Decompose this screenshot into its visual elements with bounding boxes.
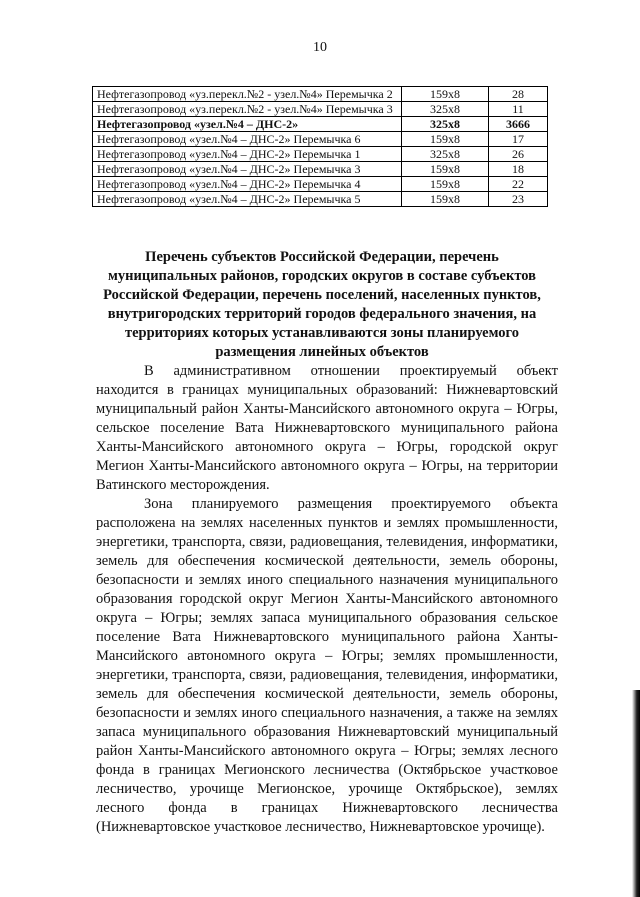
pipeline-name-cell: Нефтегазопровод «уз.перекл.№2 - узел.№4» Перемычка 3	[93, 102, 402, 117]
length-cell: 22	[489, 177, 548, 192]
length-cell: 3666	[489, 117, 548, 132]
page-number: 10	[313, 40, 327, 55]
diameter-cell: 325x8	[402, 102, 489, 117]
table-row	[93, 177, 548, 192]
length-cell: 26	[489, 147, 548, 162]
diameter-cell: 159x8	[402, 132, 489, 147]
table-row	[93, 117, 548, 132]
paragraph: Зона планируемого размещения проектируемого объекта расположена на землях населенных пунктов и землях промышленности, энергетики, транспорта, связи, радиовещания, телевидения, информатики, земель для обеспечения космической деятельности, земель обороны, безопасности и землях иного специального назначения муниципального образования городской округ Мегион Ханты-Мансийского автономного округа – Югры; землях запаса муниципального образования сельское поселение Вата Нижневартовского муниципального района Ханты-Мансийского автономного округа – Югры; землях промышленности, энергетики, транспорта, связи, радиовещания, телевидения, информатики, земель для обеспечения космической деятельности, земель обороны, безопасности и землях иного специального назначения, а также на землях запаса муниципального образования Нижневартовский муниципальный район Ханты-Мансийского автономного округа – Югры; землях лесного фонда в границах Мегионского лесничества (Октябрьское участковое лесничество, урочище Мегионское, урочище Октябрьское), землях лесного фонда в границах Нижневартовского лесничества (Нижневартовское участковое лесничество, Нижневартовское урочище).	[96, 496, 558, 835]
scan-edge-shadow	[632, 690, 640, 897]
length-cell: 18	[489, 162, 548, 177]
pipeline-name-cell: Нефтегазопровод «узел.№4 – ДНС-2»	[93, 117, 402, 132]
pipeline-name-cell: Нефтегазопровод «узел.№4 – ДНС-2» Перемычка 4	[93, 177, 402, 192]
diameter-cell: 325x8	[402, 117, 489, 132]
body-text	[96, 362, 558, 837]
length-cell: 17	[489, 132, 548, 147]
paragraph: В административном отношении проектируемый объект находится в границах муниципальных образований: Нижневартовский муниципальный район Ханты-Мансийского автономного округа – Югры, сельское поселение Вата Нижневартовского муниципального района Ханты-Мансийского автономного округа – Югры, городской округ Мегион Ханты-Мансийского автономного округа – Югры, на территории Ватинского месторождения.	[96, 363, 558, 493]
pipeline-name-cell: Нефтегазопровод «узел.№4 – ДНС-2» Перемычка 5	[93, 192, 402, 207]
table-row	[93, 132, 548, 147]
pipeline-name-cell: Нефтегазопровод «узел.№4 – ДНС-2» Перемычка 1	[93, 147, 402, 162]
pipeline-name-cell: Нефтегазопровод «узел.№4 – ДНС-2» Перемычка 6	[93, 132, 402, 147]
diameter-cell: 159x8	[402, 177, 489, 192]
diameter-cell: 159x8	[402, 192, 489, 207]
table-row	[93, 102, 548, 117]
pipeline-name-cell: Нефтегазопровод «уз.перекл.№2 - узел.№4» Перемычка 2	[93, 87, 402, 102]
table-row	[93, 162, 548, 177]
length-cell: 28	[489, 87, 548, 102]
table-row	[93, 147, 548, 162]
diameter-cell: 159x8	[402, 162, 489, 177]
diameter-cell: 325x8	[402, 147, 489, 162]
pipeline-table	[92, 86, 548, 207]
table-row	[93, 87, 548, 102]
length-cell: 23	[489, 192, 548, 207]
pipeline-name-cell: Нефтегазопровод «узел.№4 – ДНС-2» Перемычка 3	[93, 162, 402, 177]
length-cell: 11	[489, 102, 548, 117]
section-heading: Перечень субъектов Российской Федерации, перечень муниципальных районов, городских округов в составе субъектов Российской Федерации, перечень поселений, населенных пунктов, внутригородских территорий городов федерального значения, на территориях которых устанавливаются зоны планируемого размещения линейных объектов	[103, 249, 541, 360]
diameter-cell: 159x8	[402, 87, 489, 102]
table-row	[93, 192, 548, 207]
